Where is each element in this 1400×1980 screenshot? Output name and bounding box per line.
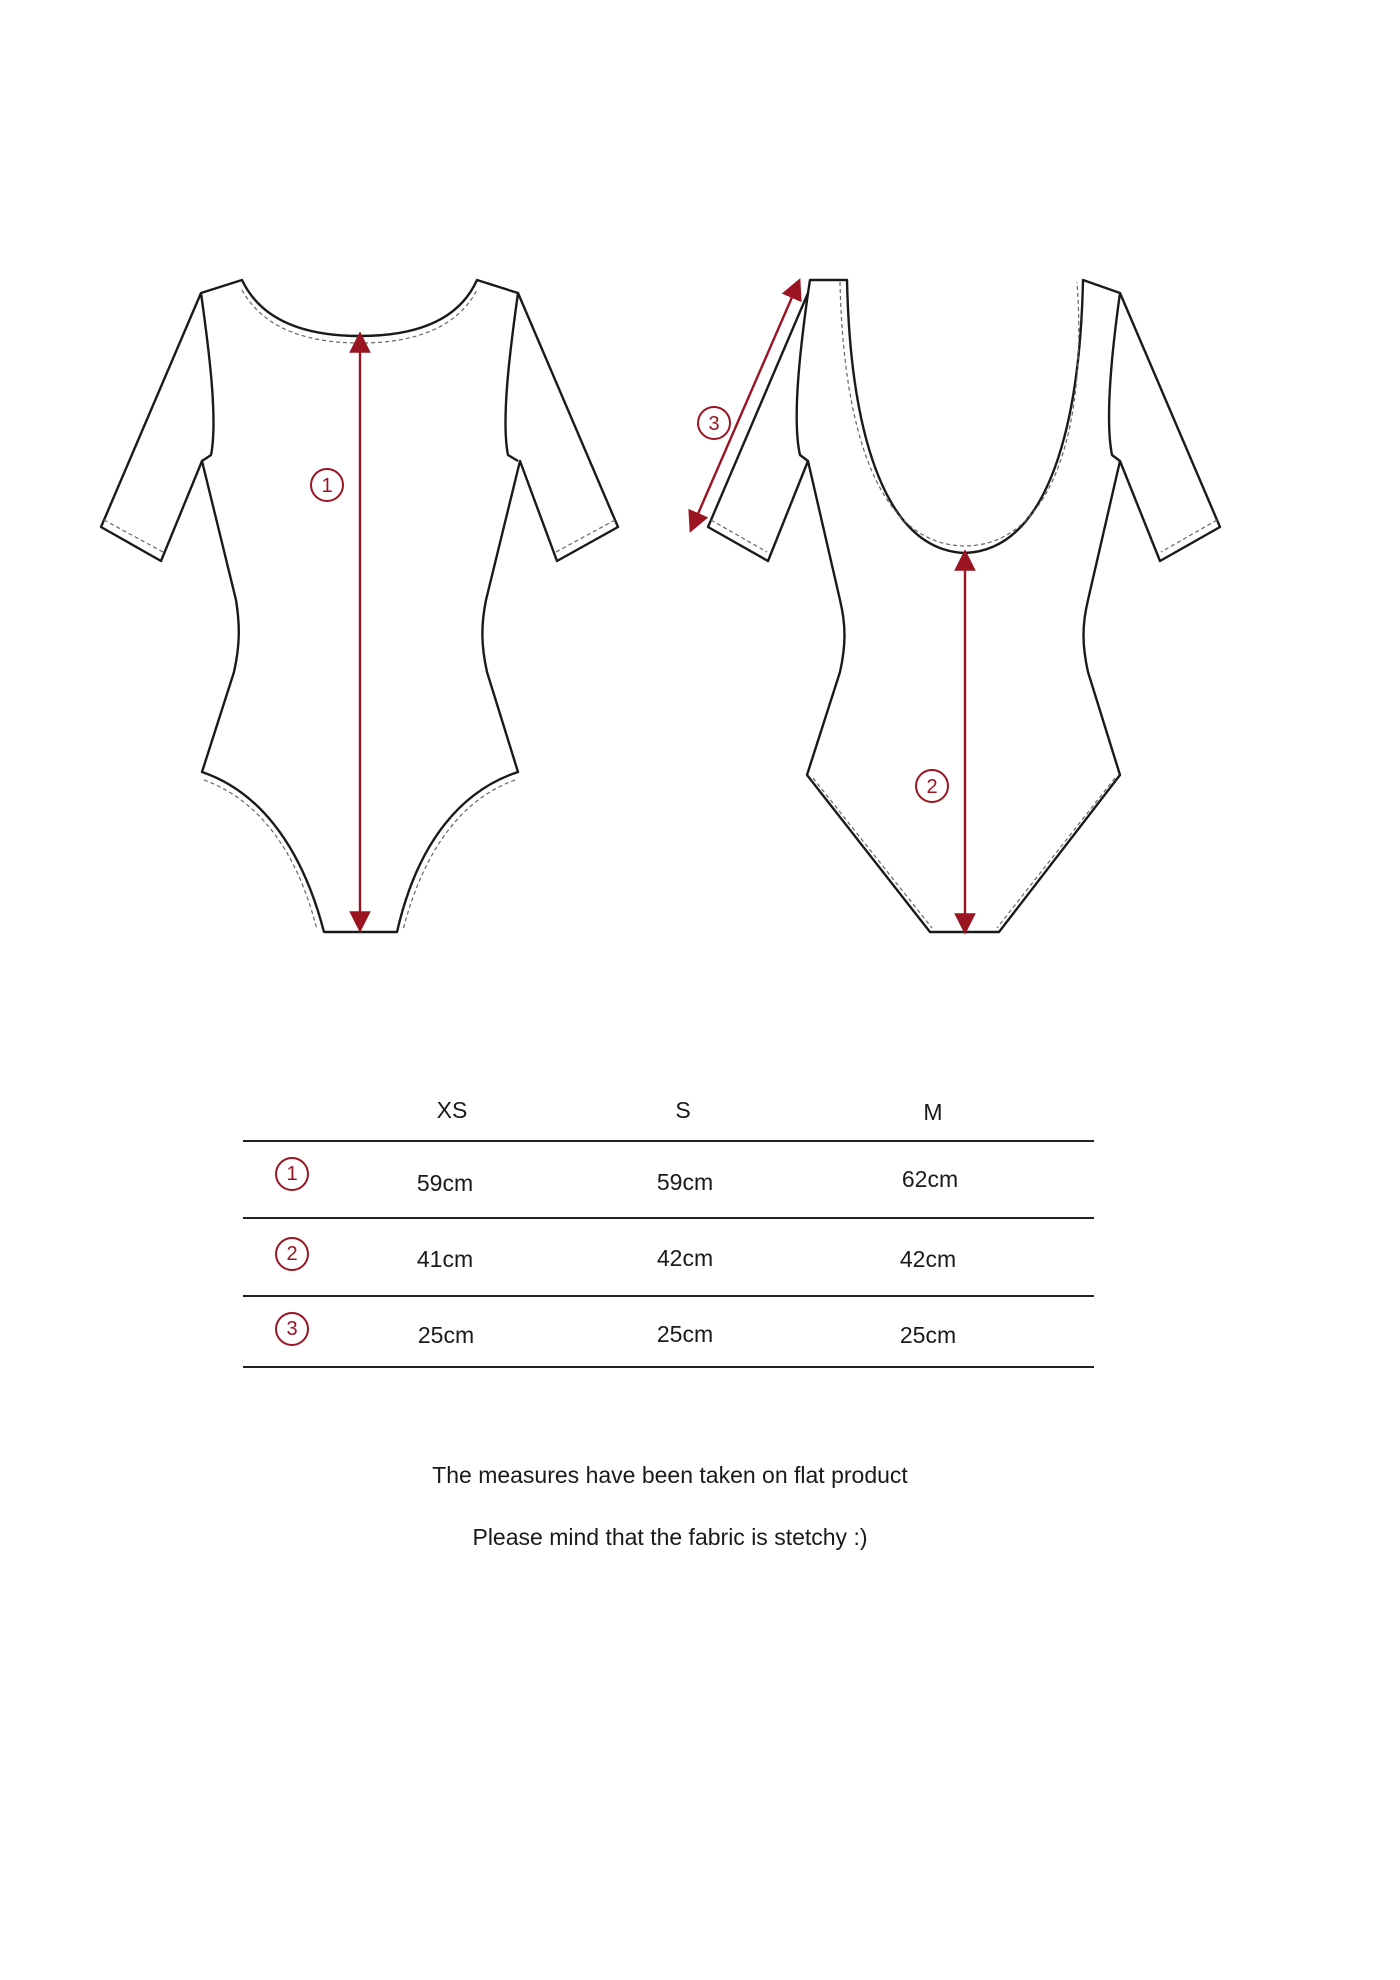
marker-1 [311,469,343,501]
row-1-marker: 1 [275,1157,309,1191]
column-header-s: S [675,1097,691,1123]
table-rule [243,1295,1094,1297]
row-1-xs: 59cm [416,1170,474,1196]
marker-3-label: 3 [708,413,720,435]
column-header-xs: XS [436,1097,468,1123]
marker-2-label: 2 [926,776,938,798]
column-header-m: M [923,1099,943,1125]
row-2-m: 42cm [899,1246,957,1272]
fabric-note: Please mind that the fabric is stetchy :) [472,1524,868,1550]
row-2-s: 42cm [656,1245,714,1271]
sleeve-length-arrow [694,288,796,523]
row-2-marker: 2 [275,1237,309,1271]
table-rule [243,1366,1094,1368]
table-rule [243,1140,1094,1142]
row-1-s: 59cm [656,1169,714,1195]
row-3-marker: 3 [275,1312,309,1346]
marker-1-label: 1 [321,475,333,497]
row-1-m: 62cm [901,1166,959,1192]
marker-3 [698,407,730,439]
table-rule [243,1217,1094,1219]
row-2-xs: 41cm [416,1246,474,1272]
measurement-note: The measures have been taken on flat product [432,1462,908,1488]
row-3-xs: 25cm [417,1322,475,1348]
row-3-m: 25cm [899,1322,957,1348]
marker-2 [916,770,948,802]
row-3-s: 25cm [656,1321,714,1347]
